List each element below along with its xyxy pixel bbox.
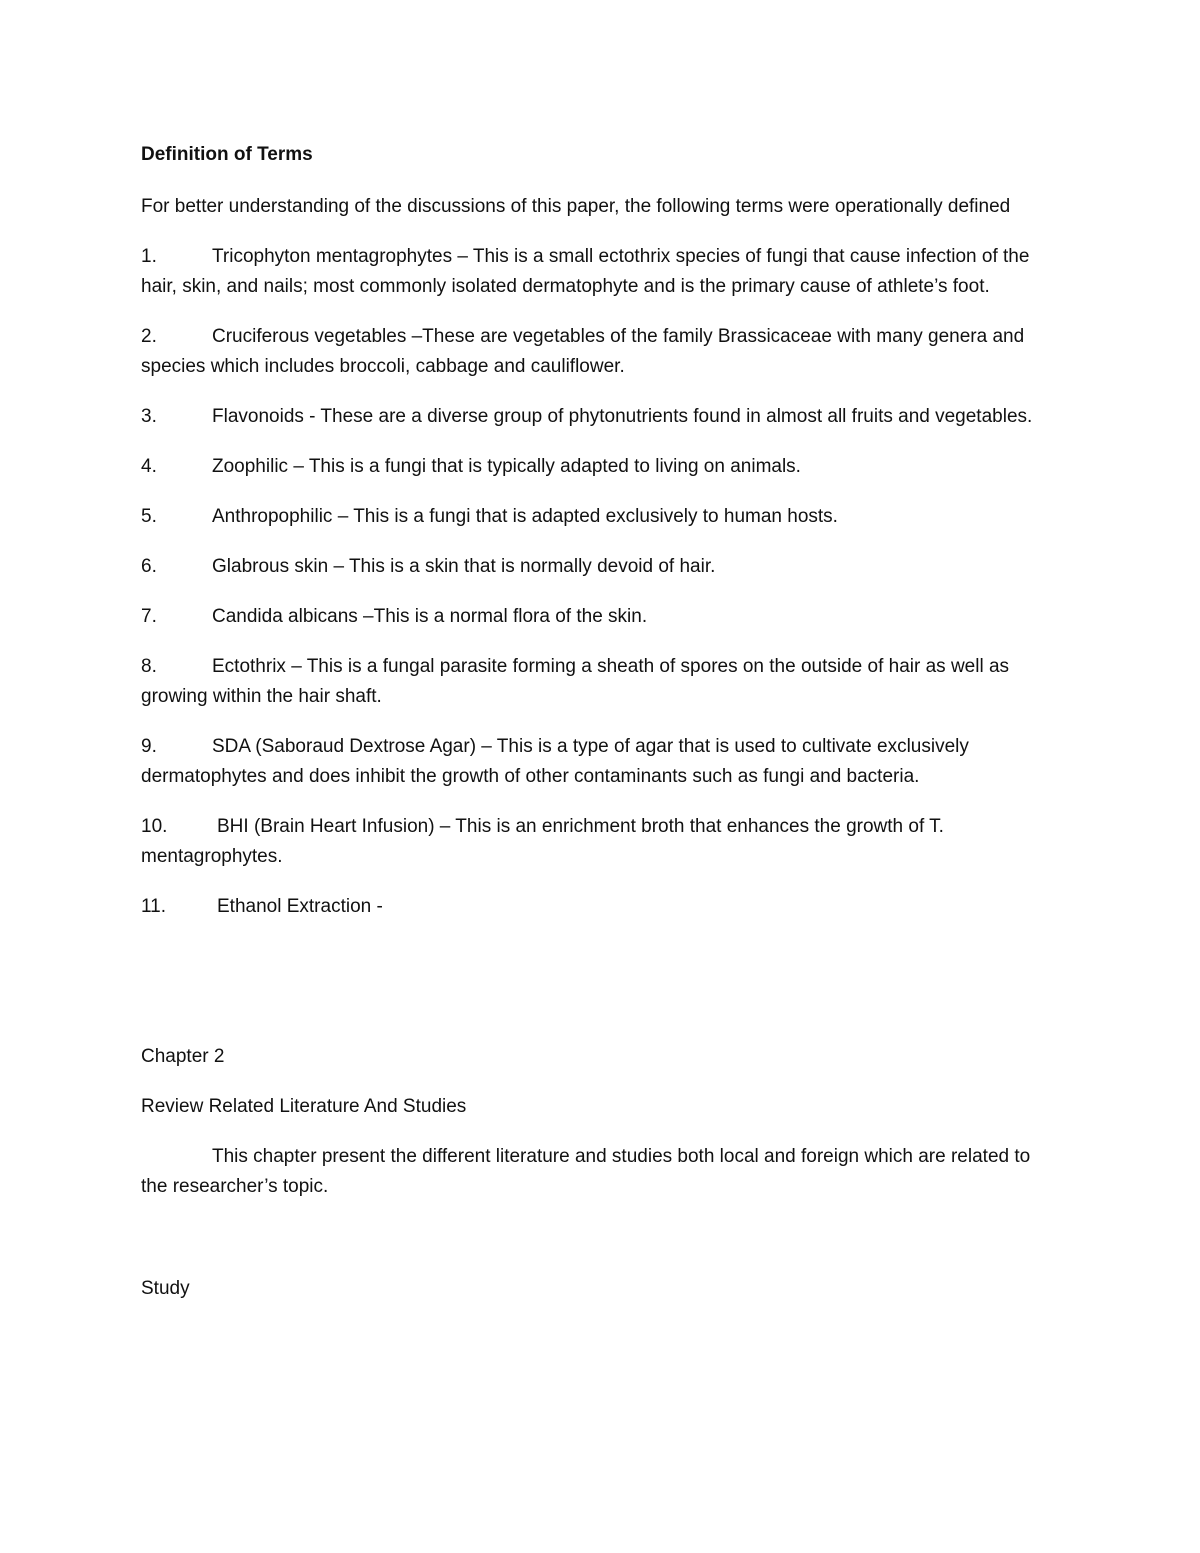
term-text: Candida albicans –This is a normal flora of the skin. xyxy=(212,606,648,627)
term-text: Anthropophilic – This is a fungi that is adapted exclusively to human hosts. xyxy=(212,506,838,527)
term-number: 10. xyxy=(141,816,168,837)
term-item-7 xyxy=(141,602,1061,632)
term-text: Flavonoids - These are a diverse group of phytonutrients found in almost all fruits and vegetables. xyxy=(212,406,1033,427)
term-number: 11. xyxy=(141,896,167,917)
term-text: Cruciferous vegetables –These are vegetables of the family Brassicaceae with many genera and species which includes broccoli, cabbage and cauliflower. xyxy=(141,326,1025,377)
section-heading: Definition of Terms xyxy=(141,144,313,165)
term-text: BHI (Brain Heart Infusion) – This is an enrichment broth that enhances the growth of T. mentagrophytes. xyxy=(141,816,944,867)
term-number: 1. xyxy=(141,246,157,267)
term-item-6 xyxy=(141,552,1061,582)
term-item-3 xyxy=(141,402,1061,432)
term-item-1 xyxy=(141,242,1061,302)
term-number: 8. xyxy=(141,656,157,677)
chapter-title: Review Related Literature And Studies xyxy=(141,1096,467,1117)
term-item-5 xyxy=(141,502,1061,532)
chapter-intro-paragraph: This chapter present the different literature and studies both local and foreign which are related to the researcher’s topic. xyxy=(141,1146,1031,1197)
term-text: SDA (Saboraud Dextrose Agar) – This is a type of agar that is used to cultivate exclusively dermatophytes and does inhibit the growth of other contaminants such as fungi and bacteria. xyxy=(141,736,969,787)
chapter-label: Chapter 2 xyxy=(141,1046,225,1067)
blank-space xyxy=(141,942,1061,1042)
term-item-8 xyxy=(141,652,1061,712)
term-number: 6. xyxy=(141,556,157,577)
term-number: 2. xyxy=(141,326,157,347)
term-text: Ectothrix – This is a fungal parasite forming a sheath of spores on the outside of hair as well as growing within the hair shaft. xyxy=(141,656,1010,707)
term-item-10 xyxy=(141,812,1061,872)
study-label: Study xyxy=(141,1278,190,1299)
term-text: Tricophyton mentagrophytes – This is a small ectothrix species of fungi that cause infection of the hair, skin, and nails; most commonly isolated dermatophyte and is the primary cause of athlete’s foot. xyxy=(141,246,1030,297)
intro-paragraph: For better understanding of the discussions of this paper, the following terms were operationally defined xyxy=(141,196,1011,217)
term-item-11 xyxy=(141,892,1061,922)
term-number: 5. xyxy=(141,506,157,527)
term-number: 3. xyxy=(141,406,157,427)
blank-space xyxy=(141,1222,1061,1274)
term-number: 4. xyxy=(141,456,157,477)
term-number: 7. xyxy=(141,606,157,627)
term-item-2 xyxy=(141,322,1061,382)
term-number: 9. xyxy=(141,736,157,757)
term-text: Ethanol Extraction - xyxy=(217,896,383,917)
term-item-9 xyxy=(141,732,1061,792)
term-text: Zoophilic – This is a fungi that is typically adapted to living on animals. xyxy=(212,456,801,477)
term-text: Glabrous skin – This is a skin that is normally devoid of hair. xyxy=(212,556,716,577)
document-content xyxy=(141,140,1061,1324)
term-item-4 xyxy=(141,452,1061,482)
